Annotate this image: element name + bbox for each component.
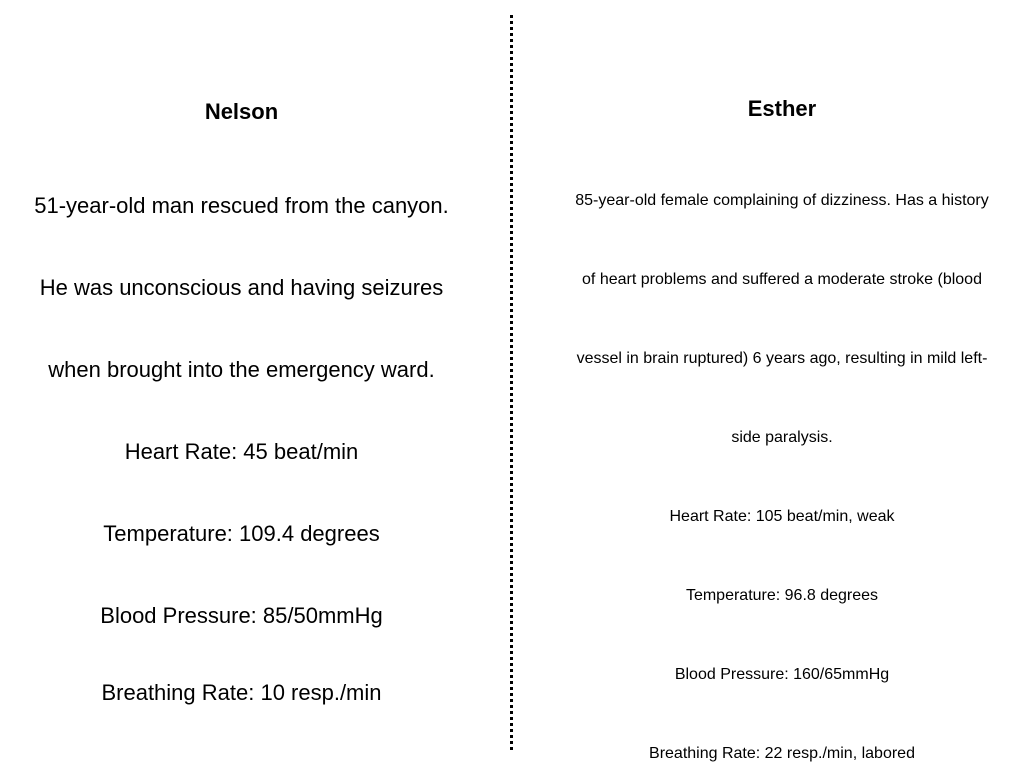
right-breathing-rate: Breathing Rate: 22 resp./min, labored (649, 745, 915, 762)
left-description-line-3: when brought into the emergency ward. (48, 357, 435, 382)
left-blood-pressure: Blood Pressure: 85/50mmHg (100, 603, 383, 628)
left-breathing-rate: Breathing Rate: 10 resp./min (101, 680, 382, 705)
left-temperature: Temperature: 109.4 degrees (103, 521, 380, 546)
right-temperature: Temperature: 96.8 degrees (685, 587, 879, 604)
right-description-line-4: side paralysis. (731, 429, 833, 446)
right-description-line-1: 85-year-old female complaining of dizziness. Has a history (575, 192, 989, 209)
right-heart-rate: Heart Rate: 105 beat/min, weak (669, 508, 895, 525)
left-description-line-1: 51-year-old man rescued from the canyon. (34, 193, 449, 218)
dotted-divider (510, 15, 513, 750)
left-patient-name: Nelson (204, 99, 279, 124)
right-description-line-3: vessel in brain ruptured) 6 years ago, resulting in mild left- (576, 350, 988, 367)
left-description-line-2: He was unconscious and having seizures (39, 275, 444, 300)
right-description-line-2: of heart problems and suffered a moderate stroke (blood (582, 271, 982, 288)
right-patient-name: Esther (747, 96, 817, 121)
left-heart-rate: Heart Rate: 45 beat/min (124, 439, 359, 464)
right-blood-pressure: Blood Pressure: 160/65mmHg (674, 666, 890, 683)
